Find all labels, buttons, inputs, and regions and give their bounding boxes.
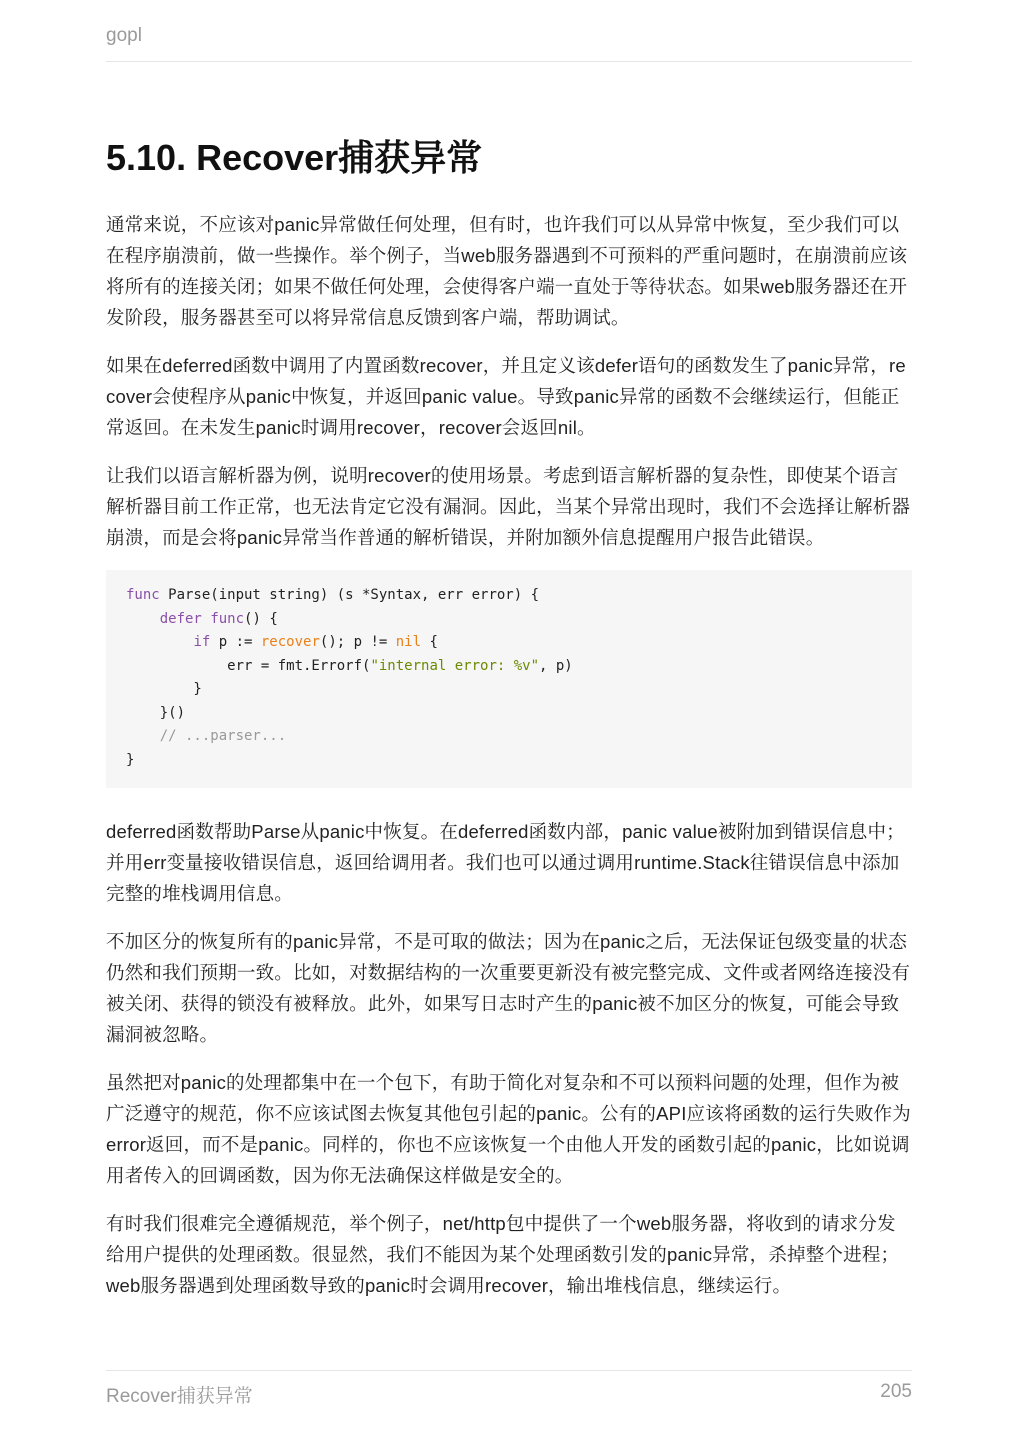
code-text: () { <box>244 610 278 627</box>
code-text: { <box>421 634 438 650</box>
code-line-3 <box>126 631 892 655</box>
code-line-2 <box>126 608 892 632</box>
code-text: , p) <box>539 657 573 674</box>
paragraph-2: 如果在deferred函数中调用了内置函数recover，并且定义该defer语句的函数发生了panic异常，recover会使程序从panic中恢复，并返回panic value。导致panic异常的函数不会继续运行，但能正常返回。在未发生panic时调用recover，recover会返回nil。 <box>106 355 906 438</box>
code-line-1 <box>126 584 892 608</box>
code-block <box>106 570 912 788</box>
code-text: err = fmt.Errorf( <box>126 657 371 674</box>
code-keyword: func <box>126 587 160 603</box>
paragraph-6: 虽然把对panic的处理都集中在一个包下，有助于简化对复杂和不可以预料问题的处理，但作为被广泛遵守的规范，你不应该试图去恢复其他包引起的panic。公有的API应该将函数的运行失败作为error返回，而不是panic。同样的，你也不应该恢复一个由他人开发的函数引起的panic，比如说调用者传入的回调函数，因为你无法确保这样做是安全的。 <box>106 1072 911 1186</box>
paragraph-3: 让我们以语言解析器为例，说明recover的使用场景。考虑到语言解析器的复杂性，即使某个语言解析器目前工作正常，也无法肯定它没有漏洞。因此，当某个异常出现时，我们不会选择让解析器崩溃，而是会将panic异常当作普通的解析错误，并附加额外信息提醒用户报告此错误。 <box>106 465 911 548</box>
code-line-8: } <box>126 751 135 768</box>
paragraph-4: deferred函数帮助Parse从panic中恢复。在deferred函数内部，panic value被附加到错误信息中；并用err变量接收错误信息，返回给调用者。我们也可以通过调用runtime.Stack往错误信息中添加完整的堆栈调用信息。 <box>106 821 905 904</box>
code-line-4 <box>126 655 892 679</box>
code-builtin: recover <box>260 634 320 650</box>
code-text: (); p != <box>319 634 396 650</box>
footer-section-title: Recover捕获异常 <box>106 1386 253 1407</box>
page-number: 205 <box>880 1381 912 1402</box>
code-indent <box>126 634 193 650</box>
code-builtin: nil <box>395 634 422 650</box>
page-content <box>106 209 912 1318</box>
paragraph-7: 有时我们很难完全遵循规范，举个例子，net/http包中提供了一个web服务器，将收到的请求分发给用户提供的处理函数。很显然，我们不能因为某个处理函数引发的panic异常，杀掉整个进程；web服务器遇到处理函数导致的panic时会调用recover，输出堆栈信息，继续运行。 <box>106 1213 900 1296</box>
book-title: gopl <box>106 25 142 46</box>
code-line-5: } <box>126 681 202 697</box>
code-keyword: func <box>210 610 245 627</box>
code-indent <box>126 611 160 627</box>
code-line-6: }() <box>126 704 186 721</box>
code-text: p := <box>210 634 261 650</box>
code-keyword: defer <box>159 610 202 627</box>
page-footer <box>106 1370 912 1417</box>
code-comment: // ...parser... <box>159 728 287 744</box>
code-keyword: if <box>193 634 211 650</box>
code-string: "internal error: %v" <box>370 657 540 674</box>
chapter-title: 5.10. Recover捕获异常 <box>106 137 483 178</box>
paragraph-1: 通常来说，不应该对panic异常做任何处理，但有时，也许我们可以从异常中恢复，至少我们可以在程序崩溃前，做一些操作。举个例子，当web服务器遇到不可预料的严重问题时，在崩溃前应该将所有的连接关闭；如果不做任何处理，会使得客户端一直处于等待状态。如果web服务器还在开发阶段，服务器甚至可以将异常信息反馈到客户端，帮助调试。 <box>106 214 908 328</box>
code-line-7 <box>126 725 892 749</box>
page-header <box>106 22 912 62</box>
code-text: Parse(input string) (s *Syntax, err error) { <box>159 587 540 603</box>
code-indent <box>126 728 160 744</box>
paragraph-5: 不加区分的恢复所有的panic异常，不是可取的做法；因为在panic之后，无法保证包级变量的状态仍然和我们预期一致。比如，对数据结构的一次重要更新没有被完整完成、文件或者网络连接没有被关闭、获得的锁没有被释放。此外，如果写日志时产生的panic被不加区分的恢复，可能会导致漏洞被忽略。 <box>106 931 911 1045</box>
